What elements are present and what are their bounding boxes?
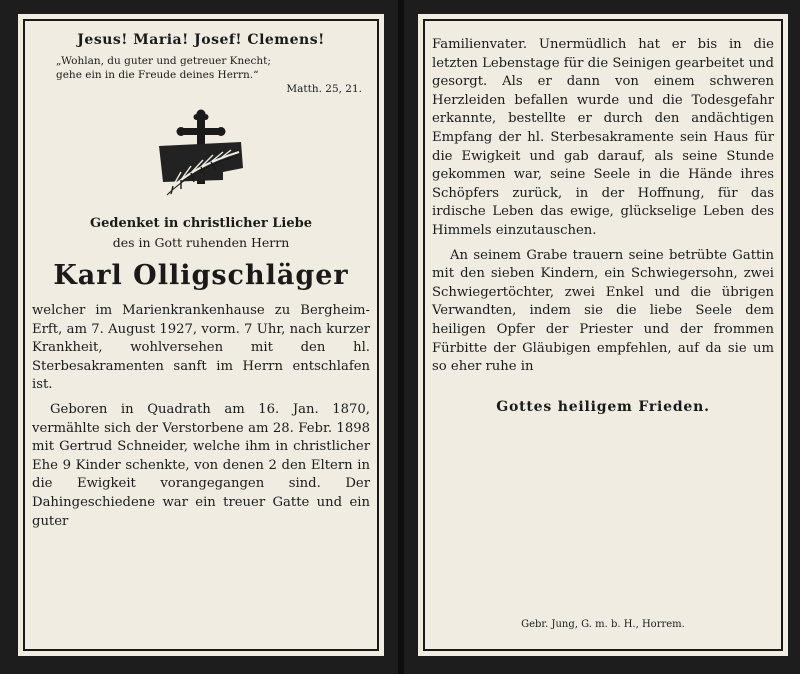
deceased-name: Karl Olligschläger: [53, 260, 349, 291]
biography-continued-paragraph: Familienvater. Unermüdlich hat er bis in die letzten Lebenstage für die Seinigen gearbeitet und gesorgt. Als er dann von einem schweren Herzleiden befallen wurde und die Todesgefahr erkannte, bestellte er durch den andächtigen Empfang der hl. Sterbesakramente sein Haus für die Ewigkeit und gab darauf, als seine Stunde gekommen war, seine Seele in die Hände ihres Schöpfers zurück, in der Hoffnung, für das irdische Leben das ewige, glückselige Leben des Himmels einzutauschen.: [432, 37, 774, 238]
cross-with-palm-icon: [153, 106, 249, 202]
left-card-content: [32, 26, 370, 644]
right-card-content: [432, 34, 774, 644]
bible-quote-line-1: „Wohlan, du guter und getreuer Knecht;: [56, 55, 271, 67]
honor-line: des in Gott ruhenden Herrn: [112, 235, 290, 250]
right-memorial-card: [404, 0, 800, 674]
printer-imprint: Gebr. Jung, G. m. b. H., Horrem.: [521, 619, 685, 630]
invocation-heading: Jesus! Maria! Josef! Clemens!: [77, 32, 325, 48]
bible-quote-line-2: gehe ein in die Freude deines Herrn.“: [56, 69, 259, 81]
left-memorial-card: [0, 0, 398, 674]
biography-paragraph: Geboren in Quadrath am 16. Jan. 1870, vermählte sich der Verstorbene am 28. Febr. 1898 mit Gertrud Schneider, welche ihm in christlicher Ehe 9 Kinder schenkte, von denen 2 den Eltern in die Ewigkeit vorangegangen sind. Der Dahingeschiedene war ein treuer Gatte und ein guter: [32, 401, 370, 529]
death-notice-paragraph: welcher im Marienkrankenhause zu Bergheim-Erft, am 7. August 1927, vorm. 7 Uhr, nach kurzer Krankheit, wohlversehen mit den hl. Sterbesakramenten sanft im Herrn entschlafen ist.: [32, 303, 370, 393]
right-card-paper: [418, 14, 788, 656]
bible-quote-reference: Matth. 25, 21.: [286, 83, 362, 95]
left-card-paper: [18, 14, 384, 656]
bible-quote: [56, 54, 366, 96]
mourners-paragraph: An seinem Grabe trauern seine betrübte Gattin mit den sieben Kindern, ein Schwiegersohn, zwei Schwiegertöchter, zwei Enkel und die übrigen Verwandten, indem sie die liebe Seele dem heiligen Opfer der Priester und der frommen Fürbitte der Gläubigen empfehlen, auf da sie um so eher ruhe in: [432, 247, 774, 375]
closing-line: Gottes heiligem Frieden.: [496, 398, 710, 415]
remembrance-heading: Gedenket in christlicher Liebe: [90, 216, 312, 231]
